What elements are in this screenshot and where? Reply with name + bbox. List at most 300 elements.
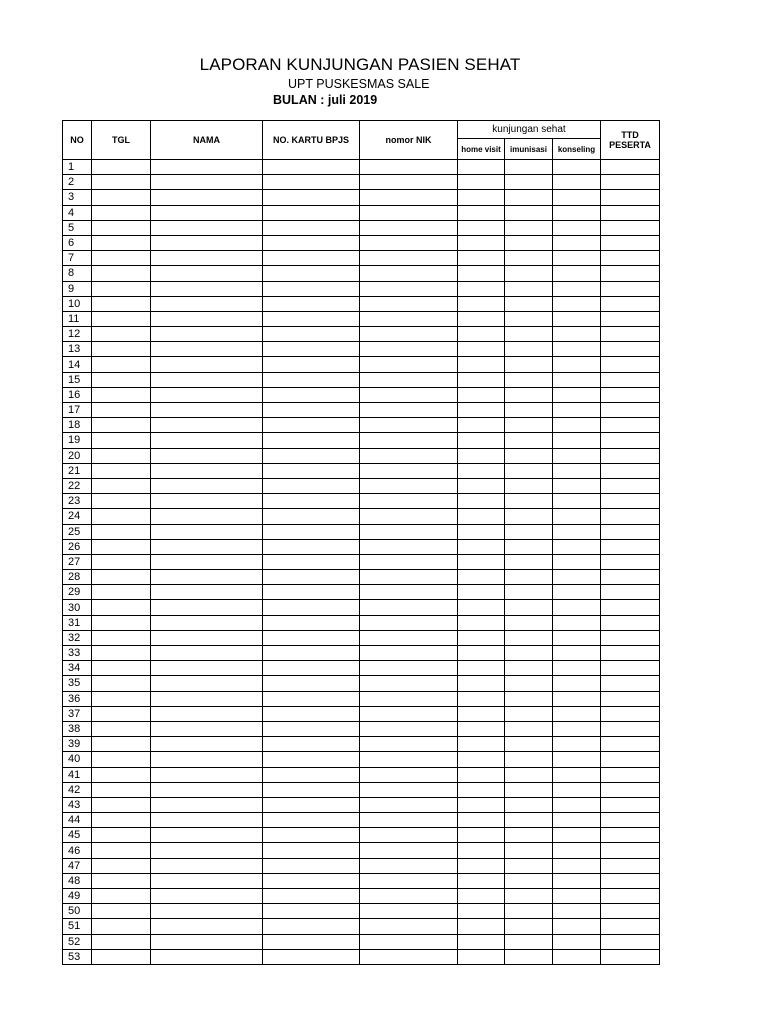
konseling-cell bbox=[553, 949, 601, 964]
table-row bbox=[63, 843, 660, 858]
row-number: 48 bbox=[63, 873, 92, 888]
nama-cell bbox=[151, 372, 263, 387]
nama-cell bbox=[151, 646, 263, 661]
kartu-bpjs-cell bbox=[263, 630, 360, 645]
tgl-cell bbox=[92, 630, 151, 645]
home-visit-cell bbox=[458, 949, 505, 964]
nama-cell bbox=[151, 813, 263, 828]
ttd-cell bbox=[601, 706, 660, 721]
imunisasi-cell bbox=[505, 676, 553, 691]
konseling-cell bbox=[553, 721, 601, 736]
row-number: 50 bbox=[63, 904, 92, 919]
ttd-cell bbox=[601, 160, 660, 175]
table-row bbox=[63, 752, 660, 767]
kartu-bpjs-cell bbox=[263, 494, 360, 509]
home-visit-cell bbox=[458, 767, 505, 782]
konseling-cell bbox=[553, 342, 601, 357]
row-number: 9 bbox=[63, 281, 92, 296]
row-number: 40 bbox=[63, 752, 92, 767]
nama-cell bbox=[151, 190, 263, 205]
nik-cell bbox=[360, 585, 458, 600]
home-visit-cell bbox=[458, 387, 505, 402]
nama-cell bbox=[151, 752, 263, 767]
imunisasi-cell bbox=[505, 721, 553, 736]
nama-cell bbox=[151, 706, 263, 721]
kartu-bpjs-cell bbox=[263, 311, 360, 326]
konseling-cell bbox=[553, 767, 601, 782]
nama-cell bbox=[151, 676, 263, 691]
tgl-cell bbox=[92, 539, 151, 554]
nik-cell bbox=[360, 418, 458, 433]
table-row bbox=[63, 949, 660, 964]
kartu-bpjs-cell bbox=[263, 281, 360, 296]
ttd-cell bbox=[601, 554, 660, 569]
nama-cell bbox=[151, 600, 263, 615]
nik-cell bbox=[360, 904, 458, 919]
nik-cell bbox=[360, 433, 458, 448]
table-row bbox=[63, 600, 660, 615]
ttd-cell bbox=[601, 524, 660, 539]
nik-cell bbox=[360, 934, 458, 949]
nama-cell bbox=[151, 873, 263, 888]
ttd-cell bbox=[601, 327, 660, 342]
table-row bbox=[63, 478, 660, 493]
table-row bbox=[63, 646, 660, 661]
nama-cell bbox=[151, 615, 263, 630]
home-visit-cell bbox=[458, 296, 505, 311]
tgl-cell bbox=[92, 858, 151, 873]
imunisasi-cell bbox=[505, 767, 553, 782]
konseling-cell bbox=[553, 160, 601, 175]
home-visit-cell bbox=[458, 372, 505, 387]
nama-cell bbox=[151, 554, 263, 569]
home-visit-cell bbox=[458, 889, 505, 904]
konseling-cell bbox=[553, 706, 601, 721]
kartu-bpjs-cell bbox=[263, 372, 360, 387]
nik-cell bbox=[360, 403, 458, 418]
tgl-cell bbox=[92, 494, 151, 509]
konseling-cell bbox=[553, 403, 601, 418]
kartu-bpjs-cell bbox=[263, 752, 360, 767]
nik-cell bbox=[360, 235, 458, 250]
nik-cell bbox=[360, 600, 458, 615]
tgl-cell bbox=[92, 160, 151, 175]
tgl-cell bbox=[92, 478, 151, 493]
imunisasi-cell bbox=[505, 752, 553, 767]
table-row bbox=[63, 357, 660, 372]
row-number: 3 bbox=[63, 190, 92, 205]
row-number: 46 bbox=[63, 843, 92, 858]
ttd-cell bbox=[601, 797, 660, 812]
home-visit-cell bbox=[458, 934, 505, 949]
kartu-bpjs-cell bbox=[263, 646, 360, 661]
home-visit-cell bbox=[458, 676, 505, 691]
tgl-cell bbox=[92, 448, 151, 463]
imunisasi-cell bbox=[505, 448, 553, 463]
imunisasi-cell bbox=[505, 615, 553, 630]
imunisasi-cell bbox=[505, 661, 553, 676]
nama-cell bbox=[151, 828, 263, 843]
nama-cell bbox=[151, 889, 263, 904]
kartu-bpjs-cell bbox=[263, 949, 360, 964]
nik-cell bbox=[360, 448, 458, 463]
nama-cell bbox=[151, 858, 263, 873]
home-visit-cell bbox=[458, 585, 505, 600]
row-number: 42 bbox=[63, 782, 92, 797]
table-row bbox=[63, 311, 660, 326]
tgl-cell bbox=[92, 311, 151, 326]
nama-cell bbox=[151, 296, 263, 311]
row-number: 1 bbox=[63, 160, 92, 175]
home-visit-cell bbox=[458, 706, 505, 721]
table-row bbox=[63, 509, 660, 524]
imunisasi-cell bbox=[505, 220, 553, 235]
ttd-cell bbox=[601, 737, 660, 752]
nama-cell bbox=[151, 403, 263, 418]
row-number: 17 bbox=[63, 403, 92, 418]
nama-cell bbox=[151, 160, 263, 175]
ttd-cell bbox=[601, 570, 660, 585]
nik-cell bbox=[360, 706, 458, 721]
home-visit-cell bbox=[458, 251, 505, 266]
home-visit-cell bbox=[458, 357, 505, 372]
row-number: 53 bbox=[63, 949, 92, 964]
table-row bbox=[63, 858, 660, 873]
tgl-cell bbox=[92, 676, 151, 691]
kartu-bpjs-cell bbox=[263, 235, 360, 250]
imunisasi-cell bbox=[505, 494, 553, 509]
table-row bbox=[63, 220, 660, 235]
home-visit-cell bbox=[458, 327, 505, 342]
kartu-bpjs-cell bbox=[263, 767, 360, 782]
kartu-bpjs-cell bbox=[263, 433, 360, 448]
row-number: 31 bbox=[63, 615, 92, 630]
imunisasi-cell bbox=[505, 630, 553, 645]
nama-cell bbox=[151, 904, 263, 919]
kartu-bpjs-cell bbox=[263, 327, 360, 342]
row-number: 49 bbox=[63, 889, 92, 904]
row-number: 26 bbox=[63, 539, 92, 554]
nik-cell bbox=[360, 387, 458, 402]
ttd-cell bbox=[601, 843, 660, 858]
imunisasi-cell bbox=[505, 190, 553, 205]
kartu-bpjs-cell bbox=[263, 524, 360, 539]
ttd-cell bbox=[601, 220, 660, 235]
row-number: 15 bbox=[63, 372, 92, 387]
nama-cell bbox=[151, 934, 263, 949]
kartu-bpjs-cell bbox=[263, 463, 360, 478]
row-number: 11 bbox=[63, 311, 92, 326]
nama-cell bbox=[151, 463, 263, 478]
nama-cell bbox=[151, 387, 263, 402]
table-row bbox=[63, 281, 660, 296]
kartu-bpjs-cell bbox=[263, 782, 360, 797]
row-number: 45 bbox=[63, 828, 92, 843]
imunisasi-cell bbox=[505, 478, 553, 493]
table-row bbox=[63, 418, 660, 433]
imunisasi-cell bbox=[505, 311, 553, 326]
kartu-bpjs-cell bbox=[263, 205, 360, 220]
imunisasi-cell bbox=[505, 813, 553, 828]
nama-cell bbox=[151, 448, 263, 463]
home-visit-cell bbox=[458, 403, 505, 418]
konseling-cell bbox=[553, 661, 601, 676]
nik-cell bbox=[360, 539, 458, 554]
home-visit-cell bbox=[458, 813, 505, 828]
table-row bbox=[63, 296, 660, 311]
report-body bbox=[63, 160, 660, 965]
tgl-cell bbox=[92, 843, 151, 858]
column-header-nik: nomor NIK bbox=[360, 121, 458, 160]
konseling-cell bbox=[553, 797, 601, 812]
row-number: 33 bbox=[63, 646, 92, 661]
konseling-cell bbox=[553, 463, 601, 478]
ttd-cell bbox=[601, 661, 660, 676]
nik-cell bbox=[360, 266, 458, 281]
tgl-cell bbox=[92, 372, 151, 387]
nik-cell bbox=[360, 251, 458, 266]
kartu-bpjs-cell bbox=[263, 539, 360, 554]
nama-cell bbox=[151, 342, 263, 357]
table-row bbox=[63, 463, 660, 478]
row-number: 4 bbox=[63, 205, 92, 220]
ttd-cell bbox=[601, 281, 660, 296]
nik-cell bbox=[360, 554, 458, 569]
kartu-bpjs-cell bbox=[263, 418, 360, 433]
row-number: 51 bbox=[63, 919, 92, 934]
column-group-kunjungan-sehat: kunjungan sehat bbox=[458, 121, 601, 139]
nik-cell bbox=[360, 524, 458, 539]
imunisasi-cell bbox=[505, 235, 553, 250]
table-row bbox=[63, 448, 660, 463]
home-visit-cell bbox=[458, 919, 505, 934]
ttd-cell bbox=[601, 190, 660, 205]
konseling-cell bbox=[553, 889, 601, 904]
row-number: 10 bbox=[63, 296, 92, 311]
tgl-cell bbox=[92, 782, 151, 797]
home-visit-cell bbox=[458, 266, 505, 281]
row-number: 2 bbox=[63, 175, 92, 190]
home-visit-cell bbox=[458, 190, 505, 205]
nama-cell bbox=[151, 478, 263, 493]
row-number: 23 bbox=[63, 494, 92, 509]
visit-report-table bbox=[62, 120, 660, 965]
table-row bbox=[63, 494, 660, 509]
table-row bbox=[63, 873, 660, 888]
ttd-cell bbox=[601, 813, 660, 828]
imunisasi-cell bbox=[505, 418, 553, 433]
home-visit-cell bbox=[458, 737, 505, 752]
imunisasi-cell bbox=[505, 433, 553, 448]
ttd-cell bbox=[601, 403, 660, 418]
home-visit-cell bbox=[458, 433, 505, 448]
home-visit-cell bbox=[458, 570, 505, 585]
table-row bbox=[63, 782, 660, 797]
nik-cell bbox=[360, 889, 458, 904]
konseling-cell bbox=[553, 646, 601, 661]
home-visit-cell bbox=[458, 205, 505, 220]
kartu-bpjs-cell bbox=[263, 357, 360, 372]
ttd-cell bbox=[601, 919, 660, 934]
imunisasi-cell bbox=[505, 904, 553, 919]
home-visit-cell bbox=[458, 235, 505, 250]
kartu-bpjs-cell bbox=[263, 296, 360, 311]
row-number: 32 bbox=[63, 630, 92, 645]
nik-cell bbox=[360, 570, 458, 585]
imunisasi-cell bbox=[505, 691, 553, 706]
nik-cell bbox=[360, 509, 458, 524]
tgl-cell bbox=[92, 919, 151, 934]
imunisasi-cell bbox=[505, 797, 553, 812]
konseling-cell bbox=[553, 570, 601, 585]
imunisasi-cell bbox=[505, 600, 553, 615]
ttd-cell bbox=[601, 782, 660, 797]
tgl-cell bbox=[92, 721, 151, 736]
home-visit-cell bbox=[458, 873, 505, 888]
home-visit-cell bbox=[458, 661, 505, 676]
kartu-bpjs-cell bbox=[263, 721, 360, 736]
table-row bbox=[63, 372, 660, 387]
ttd-cell bbox=[601, 615, 660, 630]
tgl-cell bbox=[92, 463, 151, 478]
table-row bbox=[63, 570, 660, 585]
nik-cell bbox=[360, 630, 458, 645]
kartu-bpjs-cell bbox=[263, 251, 360, 266]
home-visit-cell bbox=[458, 721, 505, 736]
imunisasi-cell bbox=[505, 539, 553, 554]
row-number: 25 bbox=[63, 524, 92, 539]
home-visit-cell bbox=[458, 904, 505, 919]
home-visit-cell bbox=[458, 828, 505, 843]
ttd-cell bbox=[601, 296, 660, 311]
tgl-cell bbox=[92, 646, 151, 661]
imunisasi-cell bbox=[505, 737, 553, 752]
row-number: 34 bbox=[63, 661, 92, 676]
konseling-cell bbox=[553, 235, 601, 250]
ttd-cell bbox=[601, 509, 660, 524]
ttd-cell bbox=[601, 311, 660, 326]
ttd-cell bbox=[601, 418, 660, 433]
imunisasi-cell bbox=[505, 919, 553, 934]
table-row bbox=[63, 813, 660, 828]
tgl-cell bbox=[92, 615, 151, 630]
tgl-cell bbox=[92, 357, 151, 372]
nik-cell bbox=[360, 813, 458, 828]
konseling-cell bbox=[553, 676, 601, 691]
column-header-ttd-peserta bbox=[601, 121, 660, 160]
ttd-cell bbox=[601, 630, 660, 645]
tgl-cell bbox=[92, 949, 151, 964]
row-number: 41 bbox=[63, 767, 92, 782]
table-row bbox=[63, 828, 660, 843]
imunisasi-cell bbox=[505, 585, 553, 600]
konseling-cell bbox=[553, 220, 601, 235]
kartu-bpjs-cell bbox=[263, 478, 360, 493]
kartu-bpjs-cell bbox=[263, 387, 360, 402]
ttd-cell bbox=[601, 478, 660, 493]
nik-cell bbox=[360, 873, 458, 888]
row-number: 52 bbox=[63, 934, 92, 949]
table-row bbox=[63, 387, 660, 402]
row-number: 16 bbox=[63, 387, 92, 402]
nama-cell bbox=[151, 797, 263, 812]
tgl-cell bbox=[92, 706, 151, 721]
imunisasi-cell bbox=[505, 327, 553, 342]
konseling-cell bbox=[553, 539, 601, 554]
home-visit-cell bbox=[458, 281, 505, 296]
imunisasi-cell bbox=[505, 357, 553, 372]
row-number: 44 bbox=[63, 813, 92, 828]
peserta-label: PESERTA bbox=[609, 140, 651, 150]
tgl-cell bbox=[92, 524, 151, 539]
kartu-bpjs-cell bbox=[263, 600, 360, 615]
nama-cell bbox=[151, 630, 263, 645]
imunisasi-cell bbox=[505, 828, 553, 843]
konseling-cell bbox=[553, 615, 601, 630]
kartu-bpjs-cell bbox=[263, 266, 360, 281]
tgl-cell bbox=[92, 342, 151, 357]
nik-cell bbox=[360, 858, 458, 873]
row-number: 39 bbox=[63, 737, 92, 752]
table-row bbox=[63, 251, 660, 266]
nik-cell bbox=[360, 782, 458, 797]
nik-cell bbox=[360, 646, 458, 661]
row-number: 36 bbox=[63, 691, 92, 706]
ttd-cell bbox=[601, 266, 660, 281]
home-visit-cell bbox=[458, 160, 505, 175]
imunisasi-cell bbox=[505, 175, 553, 190]
imunisasi-cell bbox=[505, 403, 553, 418]
tgl-cell bbox=[92, 873, 151, 888]
kartu-bpjs-cell bbox=[263, 448, 360, 463]
ttd-cell bbox=[601, 767, 660, 782]
column-header-home-visit: home visit bbox=[458, 139, 505, 160]
tgl-cell bbox=[92, 251, 151, 266]
tgl-cell bbox=[92, 281, 151, 296]
table-row bbox=[63, 433, 660, 448]
tgl-cell bbox=[92, 205, 151, 220]
kartu-bpjs-cell bbox=[263, 661, 360, 676]
imunisasi-cell bbox=[505, 934, 553, 949]
row-number: 19 bbox=[63, 433, 92, 448]
konseling-cell bbox=[553, 843, 601, 858]
konseling-cell bbox=[553, 554, 601, 569]
imunisasi-cell bbox=[505, 873, 553, 888]
home-visit-cell bbox=[458, 478, 505, 493]
konseling-cell bbox=[553, 311, 601, 326]
ttd-cell bbox=[601, 342, 660, 357]
row-number: 43 bbox=[63, 797, 92, 812]
imunisasi-cell bbox=[505, 463, 553, 478]
nama-cell bbox=[151, 220, 263, 235]
tgl-cell bbox=[92, 190, 151, 205]
kartu-bpjs-cell bbox=[263, 797, 360, 812]
report-title: LAPORAN KUNJUNGAN PASIEN SEHAT bbox=[199, 55, 521, 74]
nik-cell bbox=[360, 342, 458, 357]
nik-cell bbox=[360, 843, 458, 858]
table-row bbox=[63, 615, 660, 630]
home-visit-cell bbox=[458, 494, 505, 509]
nik-cell bbox=[360, 828, 458, 843]
kartu-bpjs-cell bbox=[263, 554, 360, 569]
nama-cell bbox=[151, 509, 263, 524]
nama-cell bbox=[151, 524, 263, 539]
row-number: 18 bbox=[63, 418, 92, 433]
tgl-cell bbox=[92, 220, 151, 235]
ttd-cell bbox=[601, 828, 660, 843]
nik-cell bbox=[360, 281, 458, 296]
konseling-cell bbox=[553, 327, 601, 342]
